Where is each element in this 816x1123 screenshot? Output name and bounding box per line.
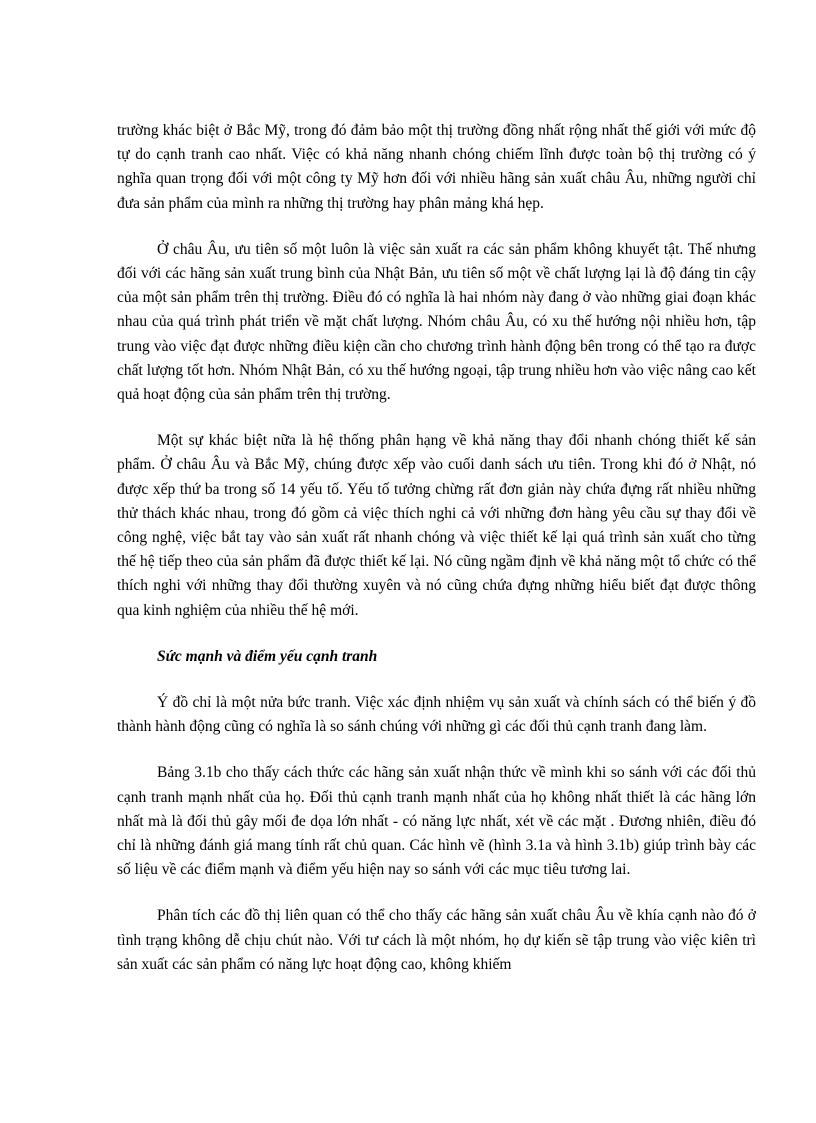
paragraph-table-3-1b: Bảng 3.1b cho thấy cách thức các hãng sản xuất nhận thức về mình khi so sánh với các đối thủ cạnh tranh mạnh nhất của họ. Đối thủ cạnh tranh mạnh nhất của họ không nhất thiết là các hãng lớn nhất mà là đối thủ gây mối đe dọa lớn nhất - có năng lực nhất, xét về các mặt . Đương nhiên, điều đó chỉ là những đánh giá mang tính rất chủ quan. Các hình vẽ (hình 3.1a và hình 3.1b) giúp trình bày các số liệu về các điểm mạnh và điểm yếu hiện nay so sánh với các mục tiêu tương lai. [117,764,756,879]
paragraph-intent: Ý đồ chỉ là một nửa bức tranh. Việc xác định nhiệm vụ sản xuất và chính sách có thể biến ý đồ thành hành động cũng có nghĩa là so sánh chúng với những gì các đối thủ cạnh tranh đang làm. [117,694,756,736]
paragraph-analysis: Phân tích các đồ thị liên quan có thể cho thấy các hãng sản xuất châu Âu về khía cạnh nào đó ở tình trạng không dễ chịu chút nào. Với tư cách là một nhóm, họ dự kiến sẽ tập trung vào việc kiên trì sản xuất các sản phẩm có năng lực hoạt động cao, không khiếm [117,907,756,973]
paragraph-design-change: Một sự khác biệt nữa là hệ thống phân hạng về khả năng thay đổi nhanh chóng thiết kế sản phẩm. Ở châu Âu và Bắc Mỹ, chúng được xếp vào cuối danh sách ưu tiên. Trong khi đó ở Nhật, nó được xếp thứ ba trong số 14 yếu tố. Yếu tố tưởng chừng rất đơn giản này chứa đựng rất nhiều những thử thách khác nhau, trong đó gồm cả việc thích nghi cả với những đơn hàng yêu cầu sự thay đổi về công nghệ, việc bắt tay vào sản xuất rất nhanh chóng và việc thiết kế lại quá trình sản xuất cho từng thế hệ tiếp theo của sản phẩm đã được thiết kế lại. Nó cũng ngầm định về khả năng một tổ chức có thể thích nghi với những thay đổi thường xuyên và nó cũng chứa đựng những hiểu biết đạt được thông qua kinh nghiệm của nhiều thế hệ mới. [117,432,756,619]
paragraph-europe-japan-quality: Ở châu Âu, ưu tiên số một luôn là việc sản xuất ra các sản phẩm không khuyết tật. Thế nhưng đối với các hãng sản xuất trung bình của Nhật Bản, ưu tiên số một về chất lượng lại là độ đáng tin cậy của một sản phẩm trên thị trường. Điều đó có nghĩa là hai nhóm này đang ở vào những giai đoạn khác nhau của quá trình phát triển về mặt chất lượng. Nhóm châu Âu, có xu thế hướng nội nhiều hơn, tập trung vào việc đạt được những điều kiện cần cho chương trình hành động bên trong có thể tạo ra được chất lượng tốt hơn. Nhóm Nhật Bản, có xu thế hướng ngoại, tập trung nhiều hơn vào việc nâng cao kết quả hoạt động của sản phẩm trên thị trường. [117,240,756,404]
paragraph-continuation: trường khác biệt ở Bắc Mỹ, trong đó đảm bảo một thị trường đồng nhất rộng nhất thế giới với mức độ tự do cạnh tranh cao nhất. Việc có khả năng nhanh chóng chiếm lĩnh được toàn bộ thị trường có ý nghĩa quan trọng đối với một công ty Mỹ hơn đối với nhiều hãng sản xuất châu Âu, những người chỉ đưa sản phẩm của mình ra những thị trường hay phân mảng khá hẹp. [117,122,756,212]
section-heading: Sức mạnh và điểm yếu cạnh tranh [157,647,378,665]
document-page [117,119,756,999]
